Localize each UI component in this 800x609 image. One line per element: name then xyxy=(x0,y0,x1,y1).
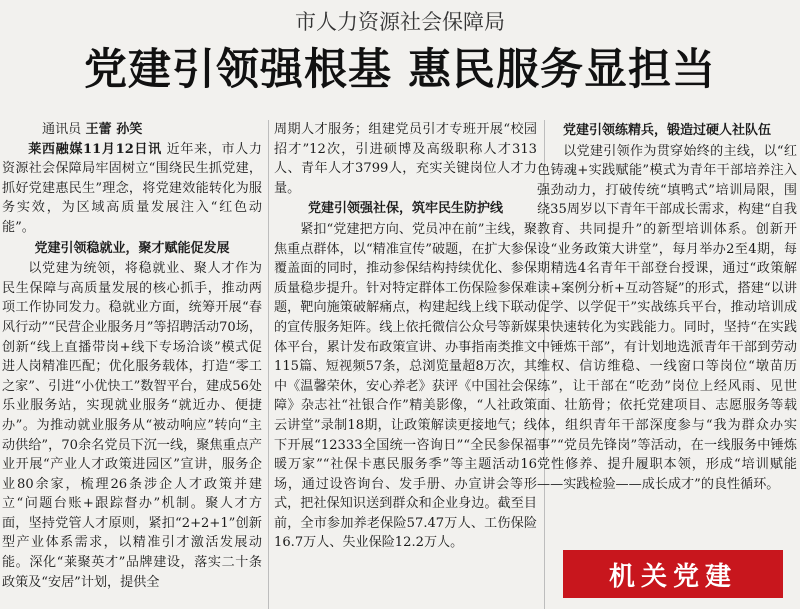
section-subhead-employment: 党建引领稳就业，聚才赋能促发展 xyxy=(34,240,230,256)
byline-prefix: 通讯员 xyxy=(42,122,82,137)
column-divider xyxy=(268,120,269,609)
article-column-1 xyxy=(2,120,262,609)
section-subhead-training: 党建引领练精兵，锻造过硬人社队伍 xyxy=(562,123,771,138)
article-headline: 党建引领强根基 惠民服务显担当 xyxy=(84,45,716,95)
intro-text: 近年来，市人力资源社会保障局牢固树立“围绕民生抓党建，抓好党建惠民生”理念，将党建效能转化为服务实效，为区域高质量发展注入“红色动能”。 xyxy=(2,141,262,235)
section-subhead-social-security: 党建引领强社保，筑牢民生防护线 xyxy=(307,201,503,217)
body-paragraph: 紧扣“党建把方向、党员冲在前”主线，聚焦重点群体，以“精准宣传”破题，在扩大参保覆盖面的同时，推动参保结构持续优化、参保质量稳步提升。针对特定群体工伤保险参保难题，靶向施策破解痛点，构建起线上线下联动的宣传服务矩阵。线上依托微信公众号等新媒体平台，累计发布政策宣讲、办事指南类推文115篇、短视频57条，总浏览量超8万次，其中《温馨荣休，安心养老》获评《中国社会保障》杂志社“社银合作”精美影像，“人社政策云讲堂”录制18期，让政策解读更接地气；线下开展“12333全国统一咨询日”“全民参保福暖万家”“社保卡惠民服务季”等主题活动16场，通过设咨询台、发手册、办宣讲会等形式，把社保知识送到群众和企业身边。截至目前，全市参加养老保险57.47万人、工伤保险16.7万人、失业保险12.2万人。 xyxy=(274,221,537,551)
department-kicker: 市人力资源社会保障局 xyxy=(295,10,505,34)
byline xyxy=(2,120,262,140)
body-paragraph: 以党建引领作为贯穿始终的主线，以“红色铸魂+实践赋能”模式为青年干部培养注入强劲动力，打破传统“填鸭式”培训局限，围绕35周岁以下青年干部成长需求，构建“自我教育、共同提升”的新型培训体系。创新开设“业务政策大讲堂”，每月举办2至4期，每期精选4名青年干部登台授课，通过“政策解读+案例分析+互动答疑”的形式，搭建“以讲促学、以学促干”实战练兵平台，推动培训成果快速转化为实践能力。同时，坚持“在实践中锤炼干部”，有计划地选派青年干部到劳动维权、信访维稳、一线窗口等岗位“墩苗历练”，让干部在“吃劲”岗位上经风雨、见世面、壮筋骨；依托党建项目、志愿服务等载体，组织青年干部深度参与“我为群众办实事”“党员先锋岗”等活动，在一线服务中锤炼党性修养、提升履职本领，形成“培训赋能——实践检验——成长成才”的良性循环。 xyxy=(537,143,797,492)
byline-names: 王蕾 孙笑 xyxy=(85,122,143,137)
article-column-2 xyxy=(274,120,537,609)
intro-paragraph xyxy=(2,140,262,238)
dateline: 莱西融媒11月12日讯 xyxy=(28,141,162,157)
body-paragraph: 以党建为统领，将稳就业、聚人才作为民生保障与高质量发展的核心抓手，推动两项工作协同发力。稳就业方面，统筹开展“春风行动”“民营企业服务月”等招聘活动70场，创新“线上直播带岗+线下专场洽谈”模式促进人岗精准匹配；优化服务载体，打造“零工之家”、引进“小优快工”数智平台，建成56处乐业服务站，实现就业服务“就近办、便捷办”。为推动就业服务从“被动响应”转向“主动供给”，70余名党员下沉一线，聚焦重点产业开展“产业人才政策进园区”宣讲，服务企业80余家，梳理26条涉企人才政策并建立“问题台账+跟踪督办”机制。聚人才方面，坚持党管人才原则，紧扣“2+2+1”创新型产业体系需求，以精准引才激活发展动能。深化“莱聚英才”品牌建设，落实二十条政策及“安居”计划，提供全 xyxy=(2,261,262,590)
article-column-3 xyxy=(537,120,797,609)
section-stamp: 机关党建 xyxy=(563,550,783,598)
continuation-paragraph: 周期人才服务；组建党员引才专班开展“校园招才”12次，引进硕博及高级职称人才313人、青年人才3799人，充实关键岗位人才力量。 xyxy=(274,122,537,196)
